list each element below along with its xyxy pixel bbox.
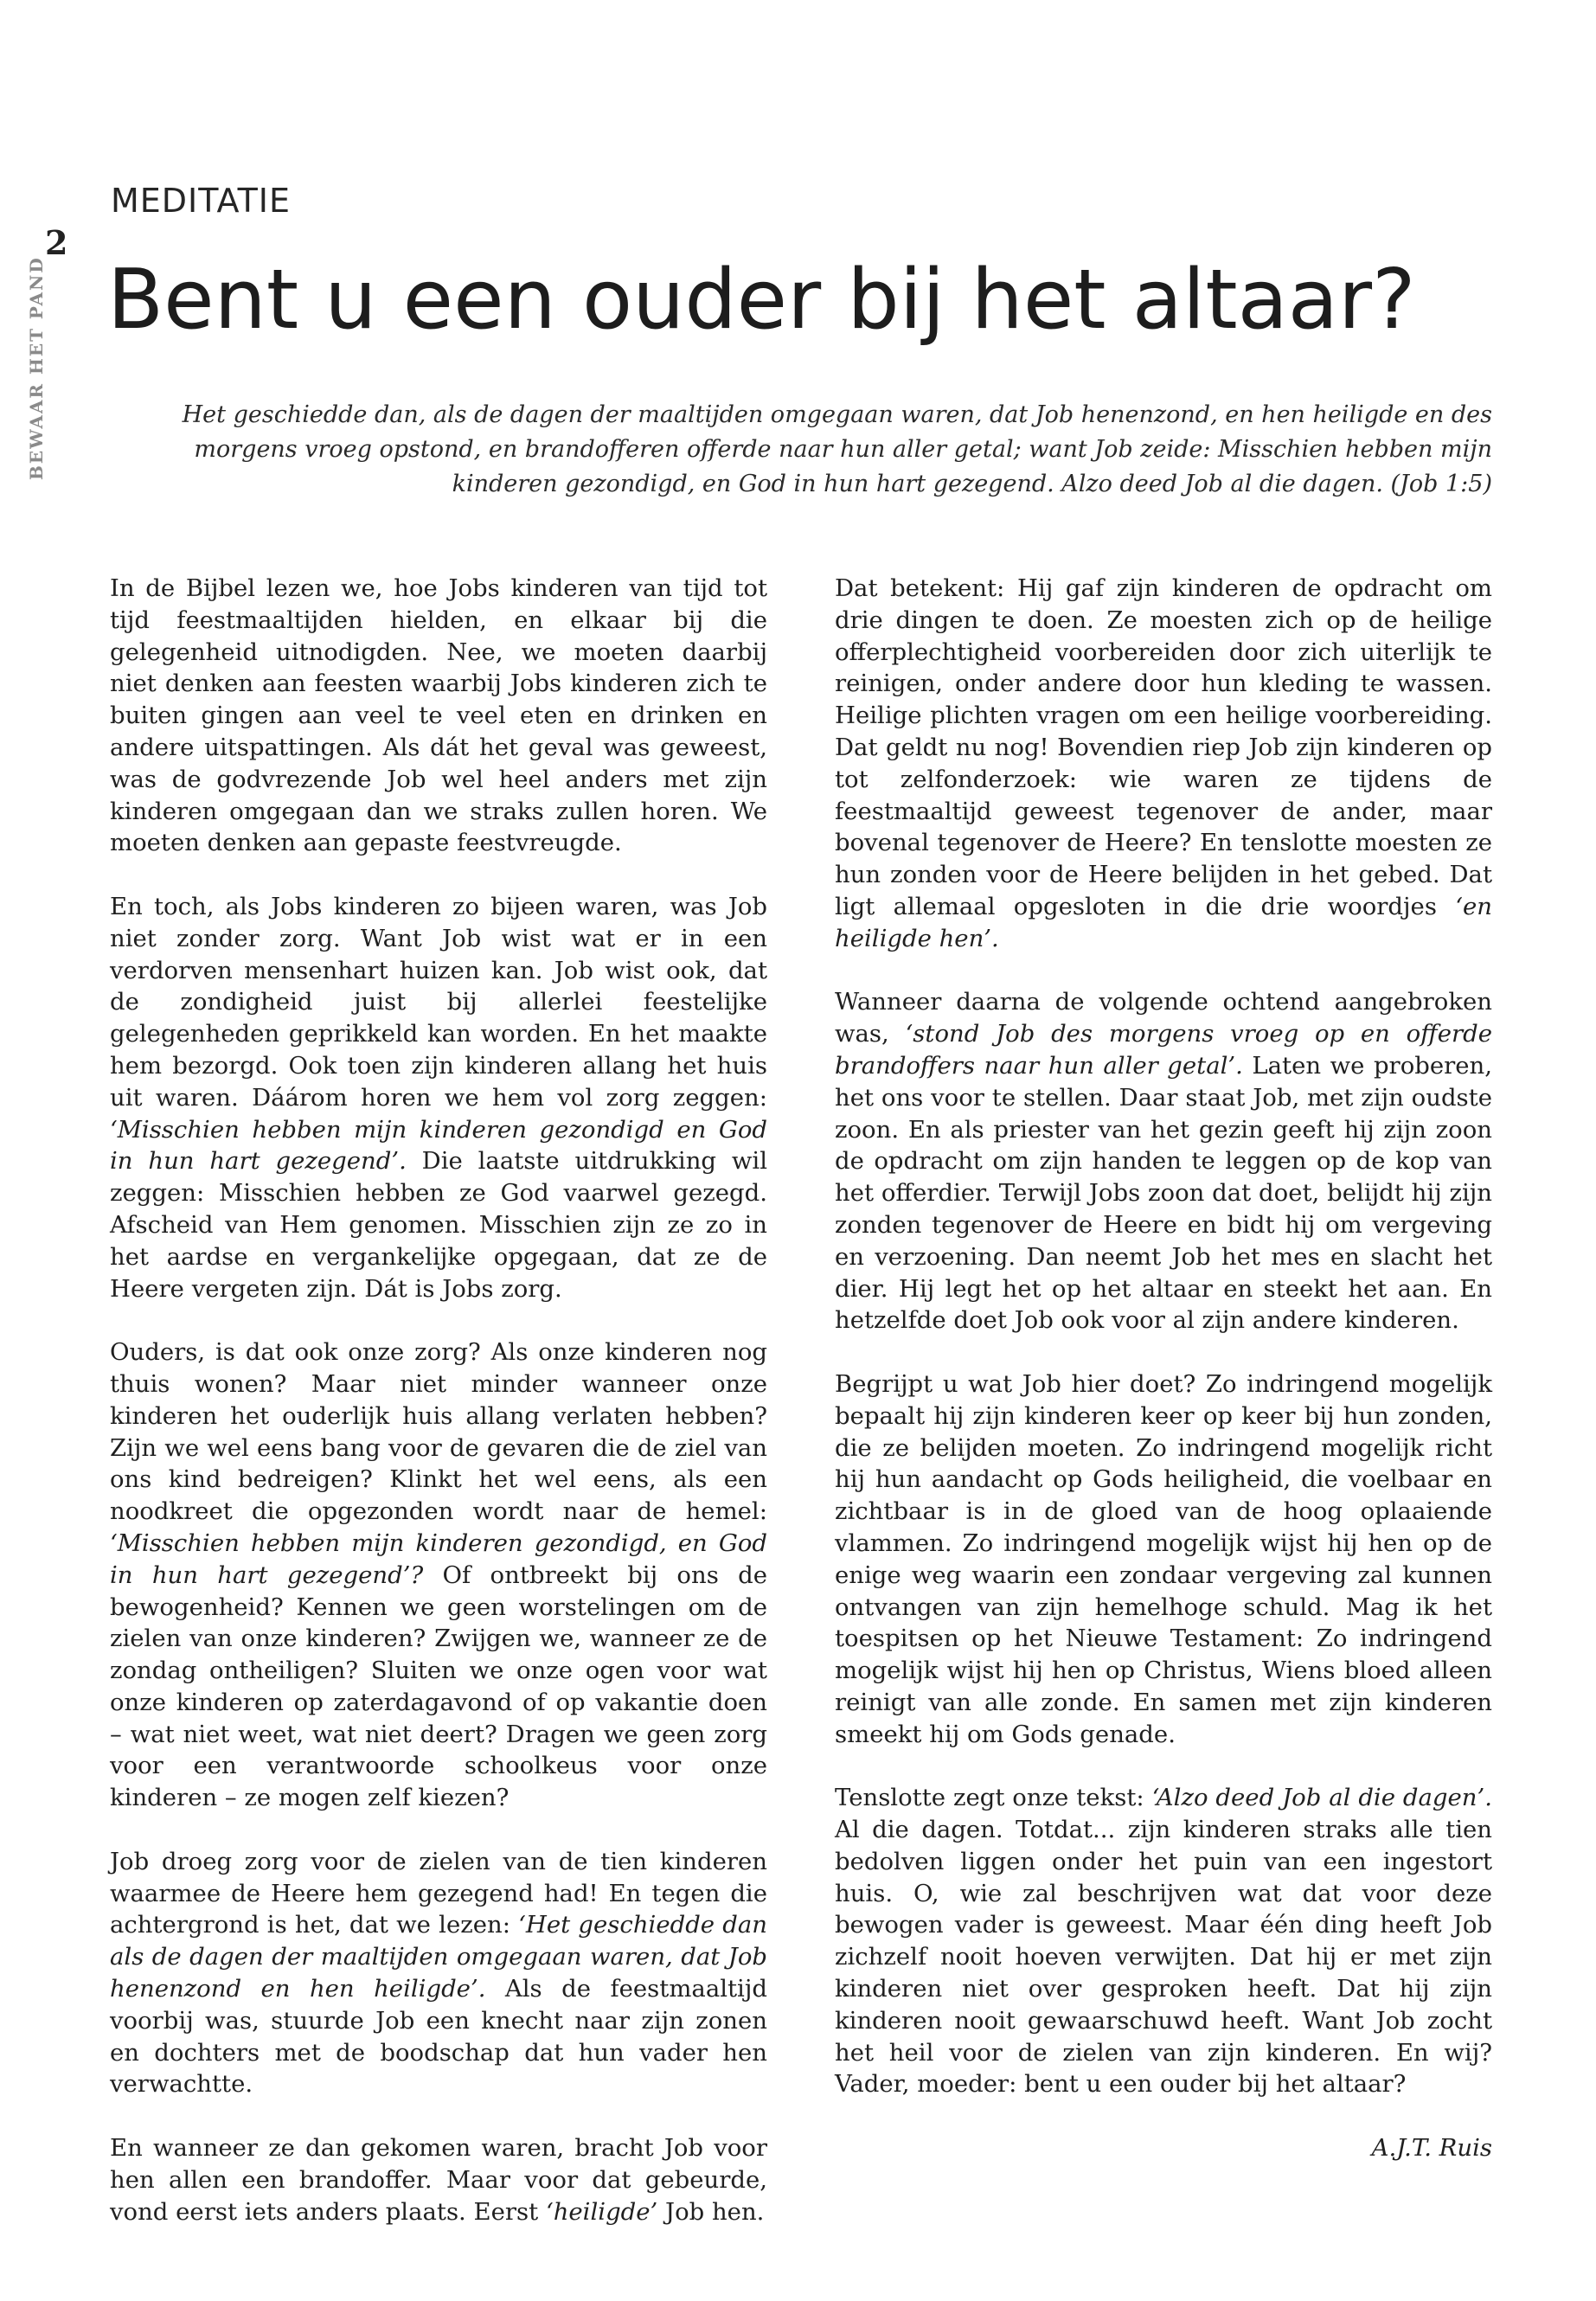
paragraph: En toch, als Jobs kinderen zo bijeen waren, was Job niet zonder zorg. Want Job wist wat er in een verdorven mensenhart huizen kan. Job wist ook, dat de zondigheid juist bij allerlei feestelijke gelegenheden geprikkeld kan worden. En het maakte hem bezorgd. Ook toen zijn kinderen allang het huis uit waren. Dáárom horen we hem vol zorg zeggen: ‘Misschien hebben mijn kinderen gezondigd en God in hun hart gezegend’. Die laatste uitdrukking wil zeggen: Misschien hebben ze God vaarwel gezegd. Afscheid van Hem genomen. Misschien zijn ze zo in het aardse en vergankelijke opgegaan, dat ze de Heere vergeten zijn. Dát is Jobs zorg.: [110, 892, 767, 1303]
paragraph: Begrijpt u wat Job hier doet? Zo indringend mogelijk bepaalt hij zijn kinderen keer op keer bij hun zonden, die ze belijden moeten. Zo indringend mogelijk richt hij hun aandacht op Gods heiligheid, die voelbaar en zichtbaar is in de gloed van de hoog oplaaiende vlammen. Zo indringend mogelijk wijst hij hen op de enige weg waarin een zondaar vergeving zal kunnen ontvangen van zijn hemelhoge schuld. Mag ik het toespitsen op het Nieuwe Testament: Zo indringend mogelijk wijst hij hen op Christus, Wiens bloed alleen reinigt van alle zonde. En samen met zijn kinderen smeekt hij om Gods genade.: [835, 1369, 1492, 1748]
paragraph: In de Bijbel lezen we, hoe Jobs kinderen van tijd tot tijd feestmaaltijden hielden, en elkaar bij die gelegenheid uitnodigden. Nee, we moeten daarbij niet denken aan feesten waarbij Jobs kinderen zich te buiten gingen aan veel te veel eten en drinken en andere uitspattingen. Als dát het geval was geweest, was de godvrezende Job wel heel anders met zijn kinderen omgegaan dan we straks zullen horen. We moeten denken aan gepaste feestvreugde.: [110, 574, 767, 857]
quote: ‘stond Job des morgens vroeg op en offerde brandoffers naar hun aller getal’.: [835, 1020, 1492, 1080]
quote: ‘Het geschiedde dan als de dagen der maaltijden omgegaan waren, dat Job henenzond en hen heiligde’.: [110, 1911, 767, 2003]
magazine-side-label: BEWAAR HET PAND: [26, 256, 47, 480]
paragraph: Tenslotte zegt onze tekst: ‘Alzo deed Job al die dagen’. Al die dagen. Totdat... zijn kinderen straks alle tien bedolven liggen onder het puin van een ingestort huis. O, wie zal beschrijven wat dat voor deze bewogen vader is geweest. Maar één ding heeft Job zichzelf nooit hoeven verwijten. Dat hij er met zijn kinderen niet over gesproken heeft. Dat hij zijn kinderen nooit gewaarschuwd heeft. Want Job zocht het heil voor de zielen van zijn kinderen. En wij? Vader, moeder: bent u een ouder bij het altaar?: [835, 1784, 1493, 2099]
quote: ‘Misschien hebben mijn kinderen gezondigd en God in hun hart gezegend’.: [110, 1115, 767, 1176]
paragraph: En wanneer ze dan gekomen waren, bracht Job voor hen allen een brandoffer. Maar voor dat gebeurde, vond eerst iets anders plaats. Eerst ‘heiligde’ Job hen.: [110, 2134, 767, 2226]
right-column: [835, 573, 1492, 2164]
section-label: MEDITATIE: [111, 182, 291, 220]
paragraph: Wanneer daarna de volgende ochtend aangebroken was, ‘stond Job des morgens vroeg op en offerde brandoffers naar hun aller getal’. Laten we proberen, het ons voor te stellen. Daar staat Job, met zijn oudste zoon. En als priester van het gezin geeft hij zijn zoon de opdracht om zijn handen te leggen op de kop van het offerdier. Terwijl Jobs zoon dat doet, belijdt hij zijn zonden tegenover de Heere en bidt hij om vergeving en verzoening. Dan neemt Job het mes en slacht het dier. Hij legt het op het altaar en steekt het aan. En hetzelfde doet Job ook voor al zijn andere kinderen.: [835, 988, 1492, 1335]
quote: ‘en heiligde hen’.: [835, 892, 1492, 952]
paragraph: Dat betekent: Hij gaf zijn kinderen de opdracht om drie dingen te doen. Ze moesten zich op de heilige offerplechtigheid voorbereiden door zich uiterlijk te reinigen, onder andere door hun kleding te wassen. Heilige plichten vragen om een heilige voorbereiding. Dat geldt nu nog! Bovendien riep Job zijn kinderen op tot zelfonderzoek: wie waren ze tijdens de feestmaaltijd geweest tegenover de ander, maar bovenal tegenover de Heere? En tenslotte moesten ze hun zonden voor de Heere belijden in het gebed. Dat ligt allemaal opgesloten in die drie woordjes ‘en heiligde hen’.: [835, 574, 1492, 952]
author-signature: A.J.T. Ruis: [1371, 2134, 1492, 2163]
epigraph-quote: Het geschiedde dan, als de dagen der maaltijden omgegaan waren, dat Job henenzond, en hen heiligde en des morgens vroeg opstond, en brandofferen offerde naar hun aller getal; want Job zeide: Misschien hebben mijn kinderen gezondigd, en God in hun hart gezegend. Alzo deed Job al die dagen. (Job 1:5): [182, 401, 1492, 497]
paragraph: Job droeg zorg voor de zielen van de tien kinderen waarmee de Heere hem gezegend had! En tegen die achtergrond is het, dat we lezen: ‘Het geschiedde dan als de dagen der maaltijden omgegaan waren, dat Job henenzond en hen heiligde’. Als de feestmaaltijd voorbij was, stuurde Job een knecht naar zijn zonen en dochters met de boodschap dat hun vader hen verwachtte.: [110, 1847, 767, 2099]
quote: ‘heiligde’: [545, 2197, 658, 2226]
quote: ‘Misschien hebben mijn kinderen gezondigd, en God in hun hart gezegend’?: [110, 1529, 767, 1589]
page-number: 2: [45, 223, 68, 262]
left-column: [110, 573, 767, 2227]
paragraph: Ouders, is dat ook onze zorg? Als onze kinderen nog thuis wonen? Maar niet minder wanneer onze kinderen het ouderlijk huis allang verlaten hebben? Zijn we wel eens bang voor de gevaren die de ziel van ons kind bedreigen? Klinkt het wel eens, als een noodkreet die opgezonden wordt naar de hemel: ‘Misschien hebben mijn kinderen gezondigd, en God in hun hart gezegend’? Of ontbreekt bij ons de bewogenheid? Kennen we geen worstelingen om de zielen van onze kinderen? Zwijgen we, wanneer ze de zondag ontheiligen? Sluiten we onze ogen voor wat onze kinderen op zaterdagavond of op vakantie doen – wat niet weet, wat niet deert? Dragen we geen zorg voor een verantwoorde schoolkeus voor onze kinderen – ze mogen zelf kiezen?: [110, 1338, 767, 1812]
quote: ‘Alzo deed Job al die dagen’.: [1151, 1784, 1493, 1812]
article-title: Bent u een ouder bij het altaar?: [107, 253, 1416, 348]
